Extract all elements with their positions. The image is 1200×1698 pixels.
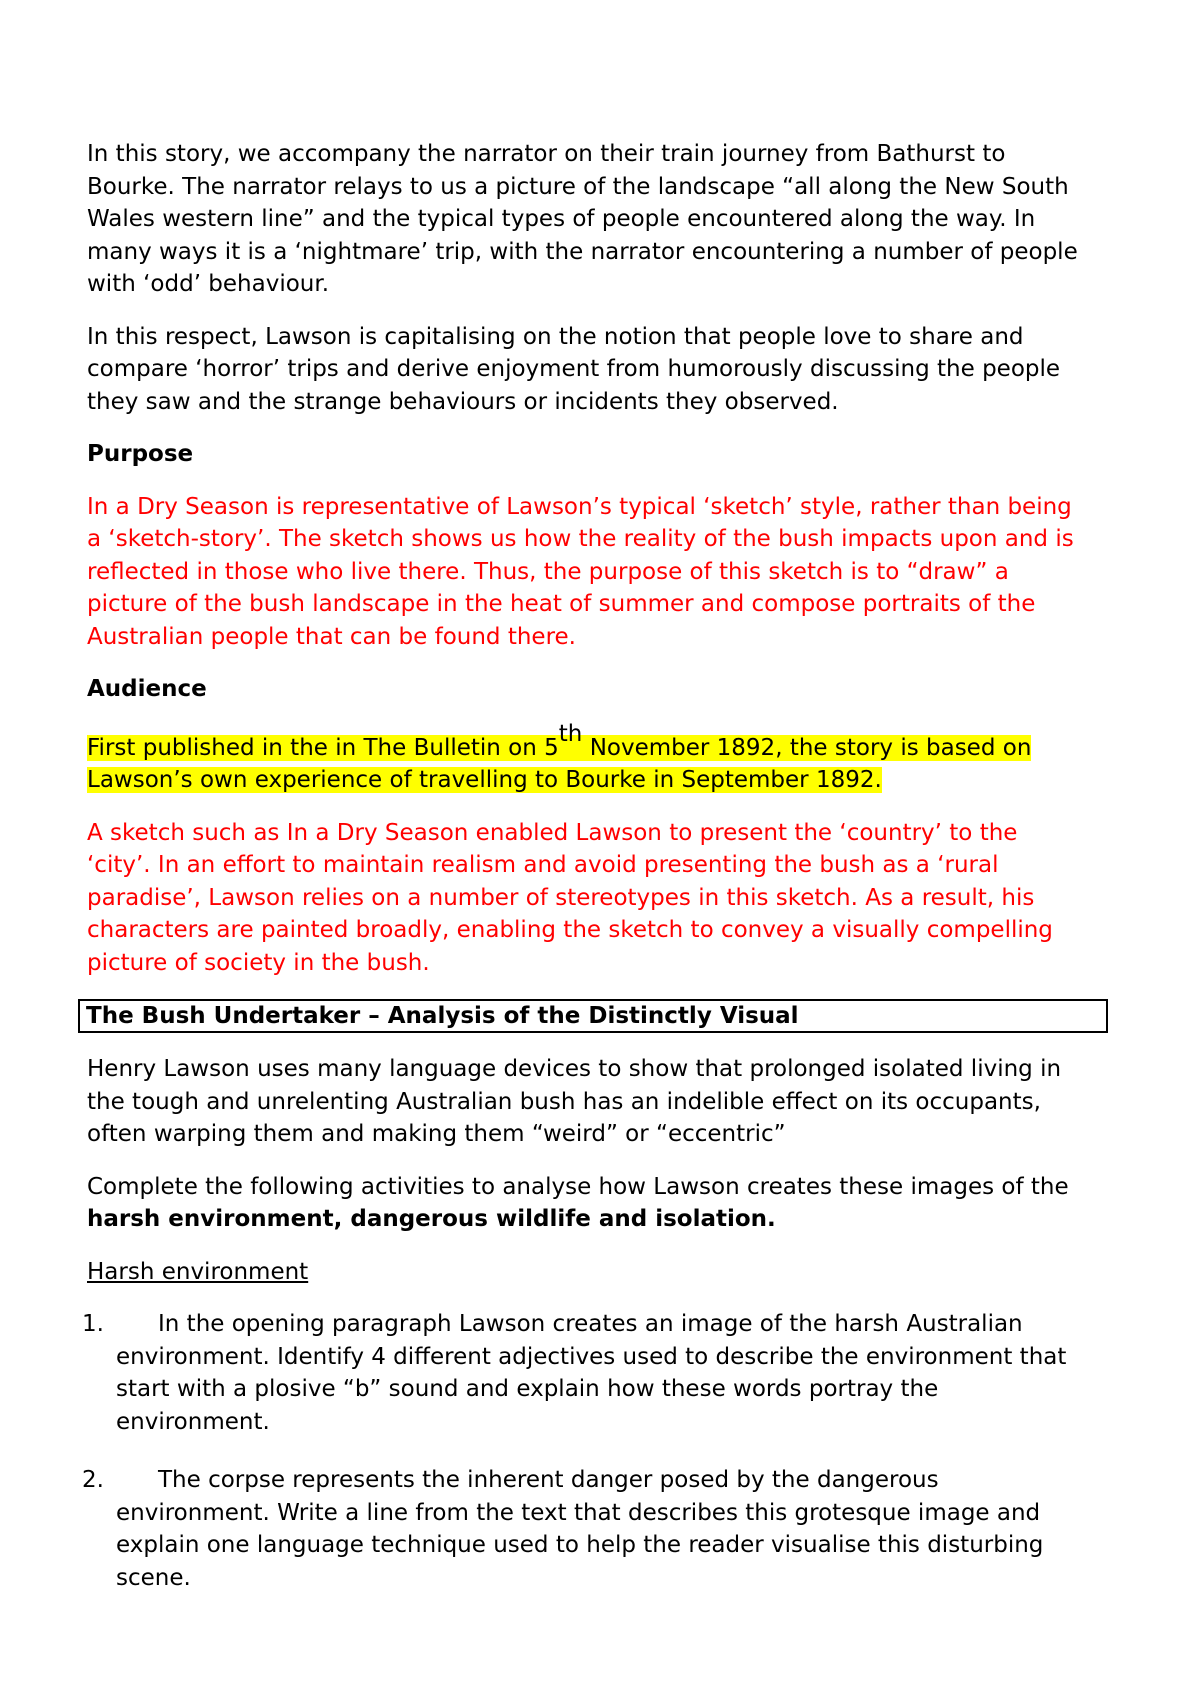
- audience-heading: Audience: [87, 676, 207, 702]
- intro-paragraph-2: In this respect, Lawson is capitalising on the notion that people love to share and compare ‘horror’ trips and derive enjoyment from humorously discussing the people they saw and the strange behaviours or incidents they observed.: [87, 323, 1061, 415]
- analysis-instruction-bold: harsh environment, dangerous wildlife and isolation.: [87, 1206, 776, 1232]
- list-item: [82, 1308, 1082, 1438]
- list-item-number: 2.: [82, 1467, 104, 1493]
- list-item-number: 1.: [82, 1311, 104, 1337]
- analysis-paragraph-1: Henry Lawson uses many language devices to show that prolonged isolated living in the tough and unrelenting Australian bush has an indelible effect on its occupants, often warping them and making them “weird” or “eccentric”: [87, 1056, 1062, 1147]
- harsh-environment-subheading: Harsh environment: [87, 1258, 309, 1285]
- highlight-text-end: November 1892, the story is based on Lawson’s own experience of travelling to Bourke in September 1892.: [87, 734, 1032, 793]
- audience-paragraph: A sketch such as In a Dry Season enabled Lawson to present the ‘country’ to the ‘city’. In an effort to maintain realism and avoid presenting the bush as a ‘rural paradise’, Lawson relies on a number of stereotypes in this sketch. As a result, his characters are painted broadly, enabling the sketch to convey a visually compelling picture of society in the bush.: [87, 819, 1053, 976]
- list-item-text: The corpse represents the inherent danger posed by the dangerous environment. Write a line from the text that describes this grotesque image and explain one language technique used to help the reader visualise this disturbing scene.: [116, 1467, 1044, 1591]
- list-item-text: In the opening paragraph Lawson creates an image of the harsh Australian environment. Identify 4 different adjectives used to describe the environment that start with a plosive “b” sound and explain how these words portray the environment.: [116, 1311, 1067, 1435]
- audience-highlight-paragraph: [87, 720, 1082, 797]
- highlight-text-start: First published in the in The Bulletin on 5: [87, 734, 559, 761]
- analysis-instruction: Complete the following activities to analyse how Lawson creates these images of the: [87, 1173, 1069, 1200]
- intro-paragraph-1: In this story, we accompany the narrator on their train journey from Bathurst to Bourke. The narrator relays to us a picture of the landscape “all along the New South Wales western line” and the typical types of people encountered along the way. In many ways it is a ‘nightmare’ trip, with the narrator encountering a number of people with ‘odd’ behaviour.: [87, 141, 1078, 297]
- highlighted-text: [87, 720, 1032, 794]
- purpose-paragraph: In a Dry Season is representative of Lawson’s typical ‘sketch’ style, rather than being a ‘sketch-story’. The sketch shows us how the reality of the bush impacts upon and is reflected in those who live there. Thus, the purpose of this sketch is to “draw” a picture of the bush landscape in the heat of summer and compose portraits of the Australian people that can be found there.: [87, 493, 1074, 650]
- section-title-box: The Bush Undertaker – Analysis of the Distinctly Visual: [78, 999, 1108, 1033]
- purpose-heading: Purpose: [87, 441, 194, 467]
- analysis-paragraph-2: [87, 1171, 1082, 1236]
- list-item: [82, 1464, 1082, 1594]
- ordinal-suffix: th: [558, 720, 583, 747]
